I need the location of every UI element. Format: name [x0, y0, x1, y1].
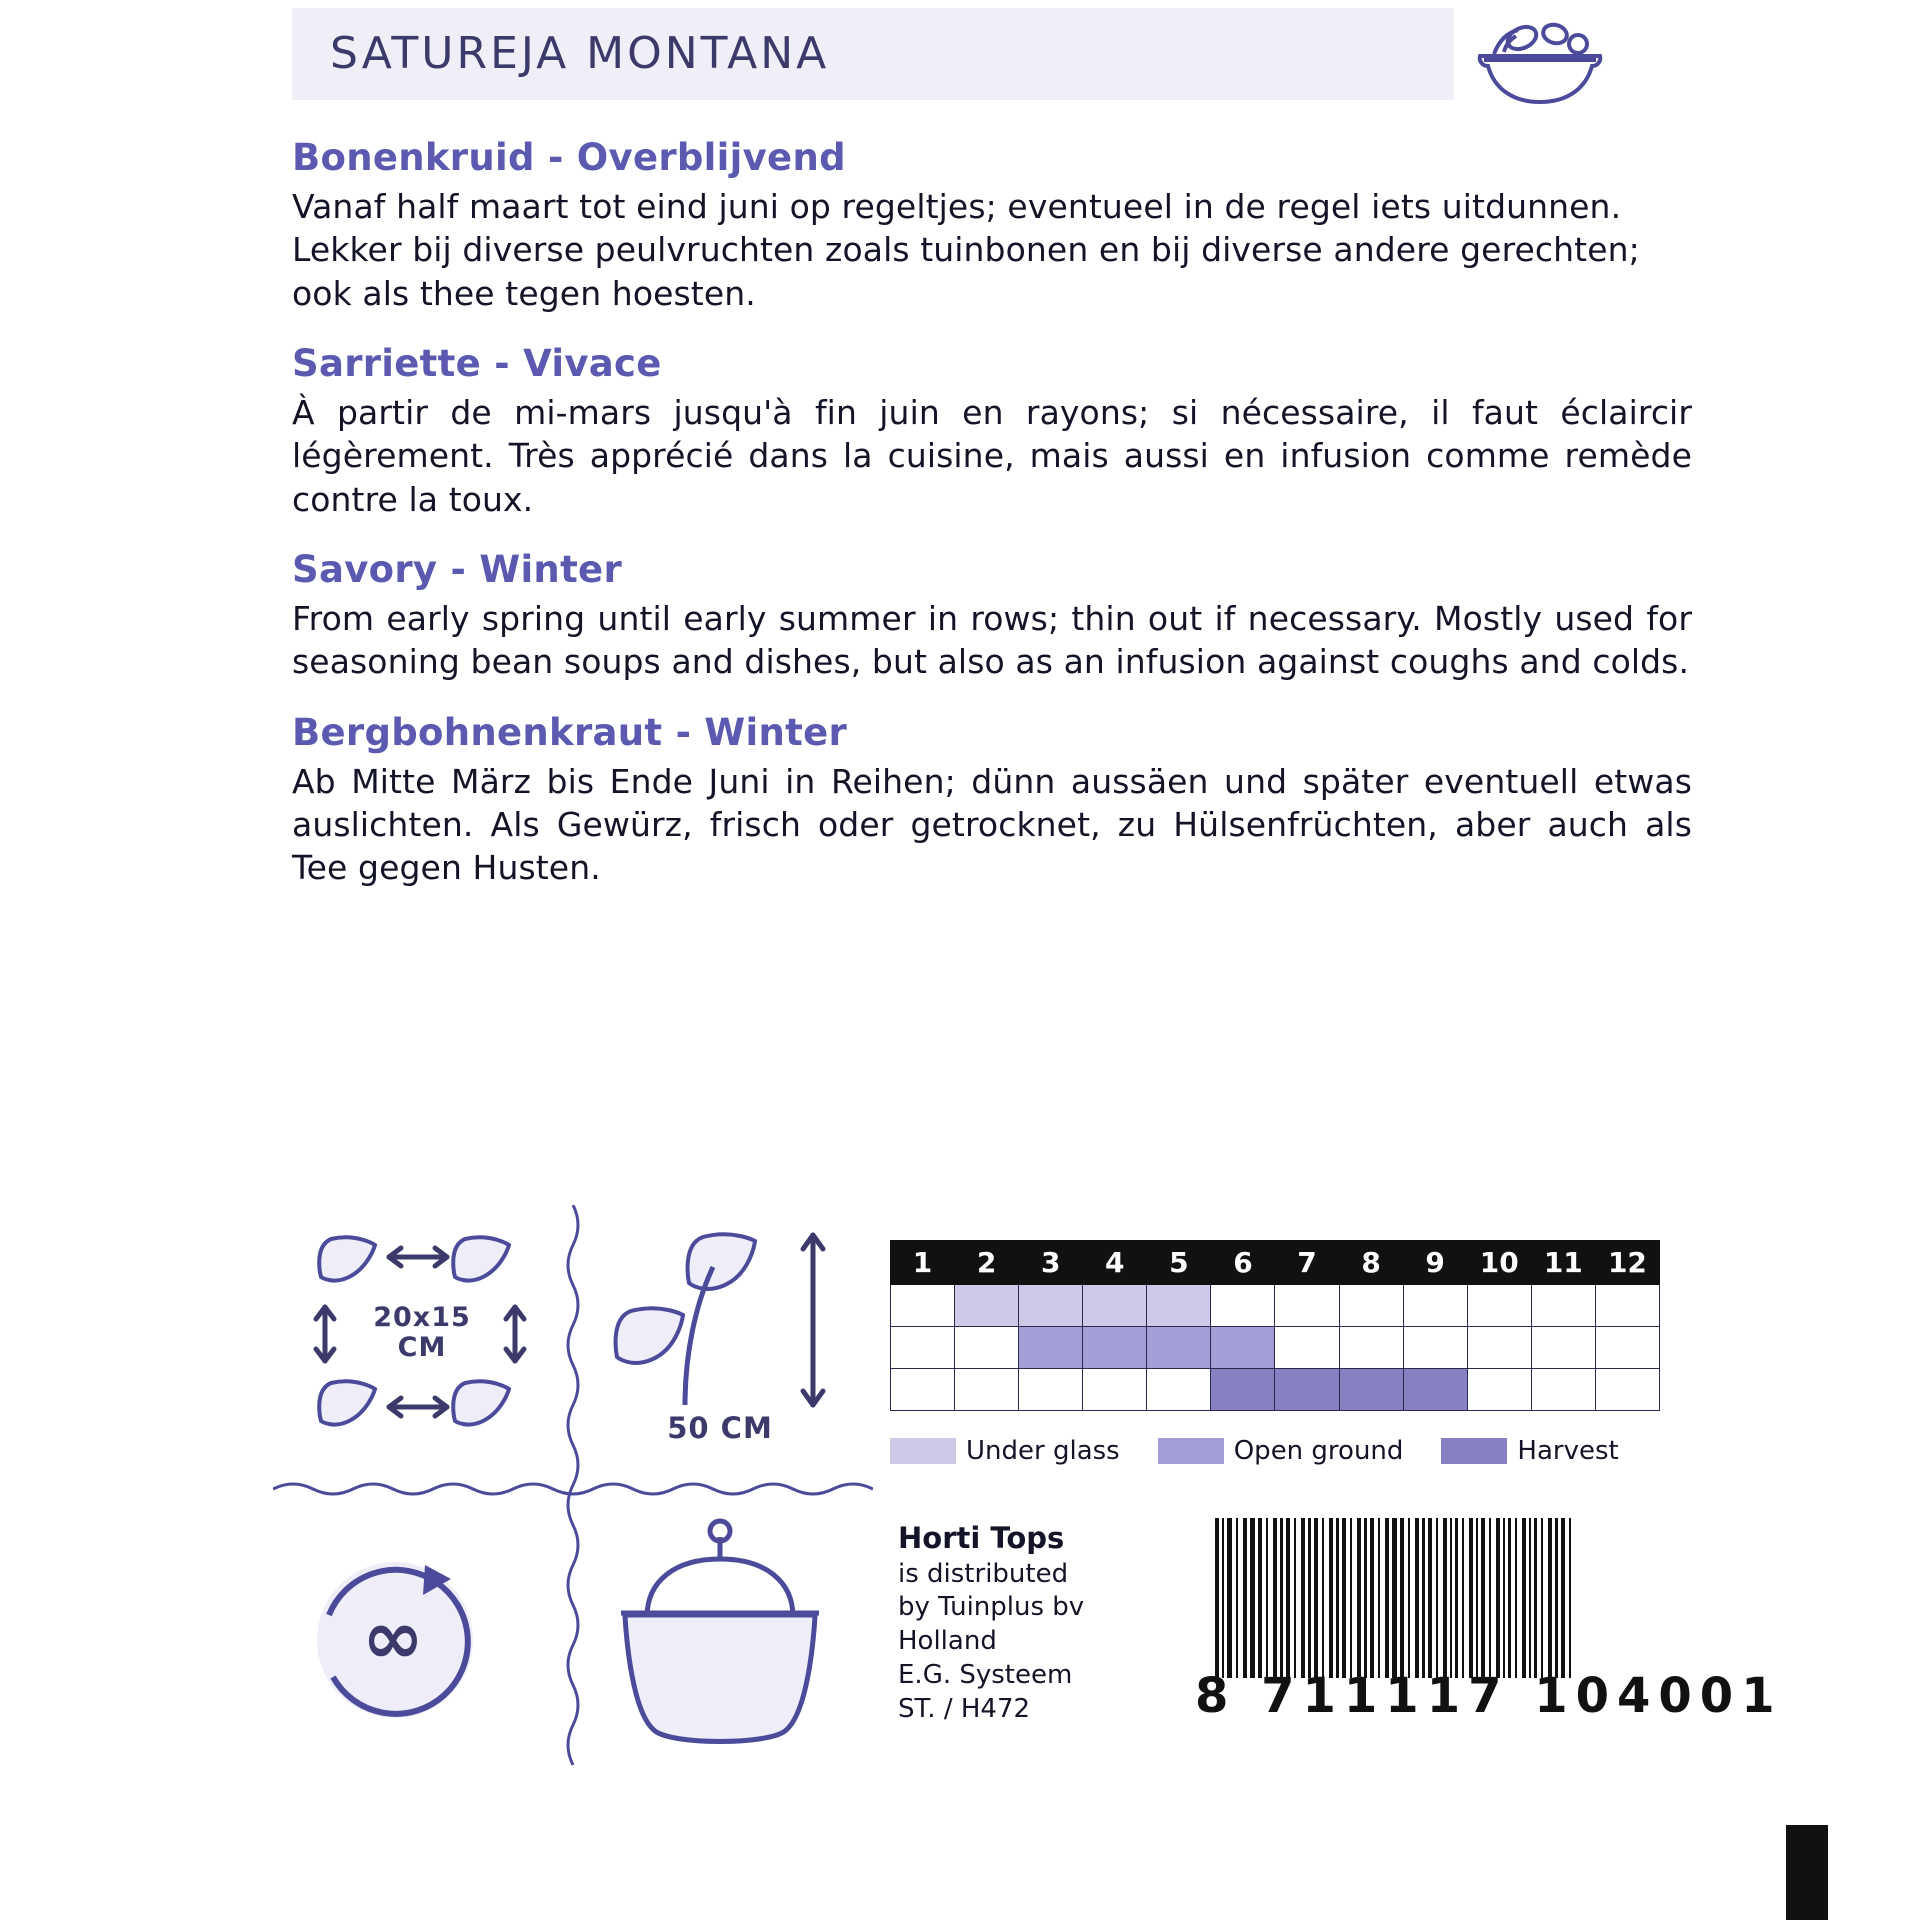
- section-body: À partir de mi-mars jusqu'à fin juin en rayons; si nécessaire, il faut éclaircir légèrement. Très apprécié dans la cuisine, mais aussi en infusion comme remède contre la toux.: [292, 393, 1692, 519]
- calendar-cell: [1211, 1327, 1275, 1369]
- perennial-icon: [285, 1505, 555, 1770]
- barcode-bars: [1215, 1518, 1576, 1678]
- calendar-cell: [1083, 1369, 1147, 1411]
- calendar-cell: [1595, 1369, 1659, 1411]
- month-header: 10: [1467, 1241, 1531, 1285]
- month-header: 9: [1403, 1241, 1467, 1285]
- brand-line-2: by Tuinplus bv: [898, 1592, 1085, 1623]
- calendar-cell: [1147, 1285, 1211, 1327]
- calendar-cell: [1595, 1285, 1659, 1327]
- calendar-row-under-glass: [891, 1285, 1660, 1327]
- calendar-cell: [1083, 1285, 1147, 1327]
- height-label: 50 CM: [667, 1411, 773, 1445]
- calendar-cell: [1275, 1285, 1339, 1327]
- legend-swatch-harvest: [1441, 1438, 1507, 1464]
- calendar-cell: [891, 1285, 955, 1327]
- calendar-cell: [891, 1369, 955, 1411]
- calendar-cell: [1275, 1327, 1339, 1369]
- calendar-cell: [1531, 1285, 1595, 1327]
- calendar-cell: [1083, 1327, 1147, 1369]
- calendar-row-open-ground: [891, 1327, 1660, 1369]
- calendar-cell: [1531, 1369, 1595, 1411]
- legend-label-harvest: Harvest: [1517, 1436, 1619, 1466]
- calendar-cell: [955, 1285, 1019, 1327]
- plant-spacing-icon: [285, 1215, 555, 1475]
- section-body: From early spring until early summer in rows; thin out if necessary. Mostly used for seasoning bean soups and dishes, but also as an infusion against coughs and colds.: [292, 599, 1692, 682]
- section-title: Bonenkruid - Overblijvend: [292, 136, 846, 179]
- calendar-cell: [1339, 1327, 1403, 1369]
- section-german: [292, 710, 1692, 890]
- calendar-row-harvest: [891, 1369, 1660, 1411]
- calendar-cell: [1211, 1369, 1275, 1411]
- month-header: 4: [1083, 1241, 1147, 1285]
- section-title: Sarriette - Vivace: [292, 341, 662, 385]
- calendar-cell: [1467, 1285, 1531, 1327]
- calendar-cell: [1403, 1327, 1467, 1369]
- calendar-cell: [1403, 1369, 1467, 1411]
- calendar-cell: [1467, 1369, 1531, 1411]
- section-french: [292, 341, 1692, 521]
- calendar-cell: [955, 1369, 1019, 1411]
- calendar-cell: [1147, 1369, 1211, 1411]
- month-header: 5: [1147, 1241, 1211, 1285]
- growing-info-icons: [285, 1215, 865, 1775]
- month-header: 7: [1275, 1241, 1339, 1285]
- calendar-legend: [890, 1436, 1670, 1466]
- month-header: 12: [1595, 1241, 1659, 1285]
- salad-bowl-icon: [1460, 4, 1620, 108]
- calendar-cell: [1211, 1285, 1275, 1327]
- calendar-cell: [891, 1327, 955, 1369]
- calendar-cell: [1147, 1327, 1211, 1369]
- barcode: [1195, 1518, 1783, 1733]
- legend-label-open-ground: Open ground: [1233, 1436, 1404, 1466]
- legend-swatch-open-ground: [1158, 1438, 1224, 1464]
- brand-name: Horti Tops: [898, 1521, 1065, 1555]
- calendar-cell: [955, 1327, 1019, 1369]
- calendar-cell: [1019, 1369, 1083, 1411]
- section-dutch: [292, 135, 1692, 315]
- section-title: Bergbohnenkraut - Winter: [292, 710, 848, 754]
- calendar-cell: [1275, 1369, 1339, 1411]
- calendar-cell: [1339, 1285, 1403, 1327]
- calendar-cell: [1403, 1285, 1467, 1327]
- month-header: 3: [1019, 1241, 1083, 1285]
- pot-with-lid-icon: [585, 1505, 855, 1770]
- brand-line-4: E.G. Systeem: [898, 1660, 1073, 1691]
- calendar-cell: [1531, 1327, 1595, 1369]
- section-english: [292, 547, 1692, 684]
- month-header: 8: [1339, 1241, 1403, 1285]
- section-title: Savory - Winter: [292, 547, 623, 591]
- perennial-symbol: ∞: [362, 1595, 424, 1681]
- plant-height-icon: [585, 1215, 855, 1475]
- section-body: Vanaf half maart tot eind juni op regeltjes; eventueel in de regel iets uitdunnen. Lekker bij diverse peulvruchten zoals tuinbonen en bij diverse andere gerechten; ook als thee tegen hoesten.: [292, 187, 1640, 313]
- month-header: 11: [1531, 1241, 1595, 1285]
- section-body: Ab Mitte März bis Ende Juni in Reihen; dünn aussäen und später eventuell etwas auslichten. Als Gewürz, frisch oder getrocknet, zu Hülsenfrüchten, aber auch als Tee gegen Husten.: [292, 761, 1692, 888]
- calendar-cell: [1595, 1327, 1659, 1369]
- page-title: SATUREJA MONTANA: [330, 28, 830, 79]
- month-header: 2: [955, 1241, 1019, 1285]
- month-header: 1: [891, 1241, 955, 1285]
- calendar-cell: [1467, 1327, 1531, 1369]
- calendar-header-row: [891, 1241, 1660, 1285]
- calendar-table: [890, 1240, 1660, 1411]
- brand-line-3: Holland: [898, 1626, 997, 1657]
- month-header: 6: [1211, 1241, 1275, 1285]
- sowing-calendar: [890, 1240, 1660, 1466]
- calendar-body: [891, 1285, 1660, 1411]
- barcode-digits: 8 711117 104001: [1195, 1668, 1783, 1724]
- brand-info: [898, 1520, 1084, 1727]
- calendar-cell: [1019, 1285, 1083, 1327]
- spacing-label: 20x15 CM: [373, 1302, 471, 1364]
- wavy-divider-horizontal: [273, 1477, 873, 1501]
- calendar-cell: [1339, 1369, 1403, 1411]
- legend-label-under-glass: Under glass: [966, 1436, 1120, 1466]
- calendar-cell: [1019, 1327, 1083, 1369]
- description-sections: [292, 135, 1692, 915]
- brand-line-1: is distributed: [898, 1558, 1069, 1589]
- print-registration-mark: [1786, 1825, 1828, 1920]
- brand-line-5: ST. / H472: [898, 1693, 1031, 1724]
- legend-swatch-under-glass: [890, 1438, 956, 1464]
